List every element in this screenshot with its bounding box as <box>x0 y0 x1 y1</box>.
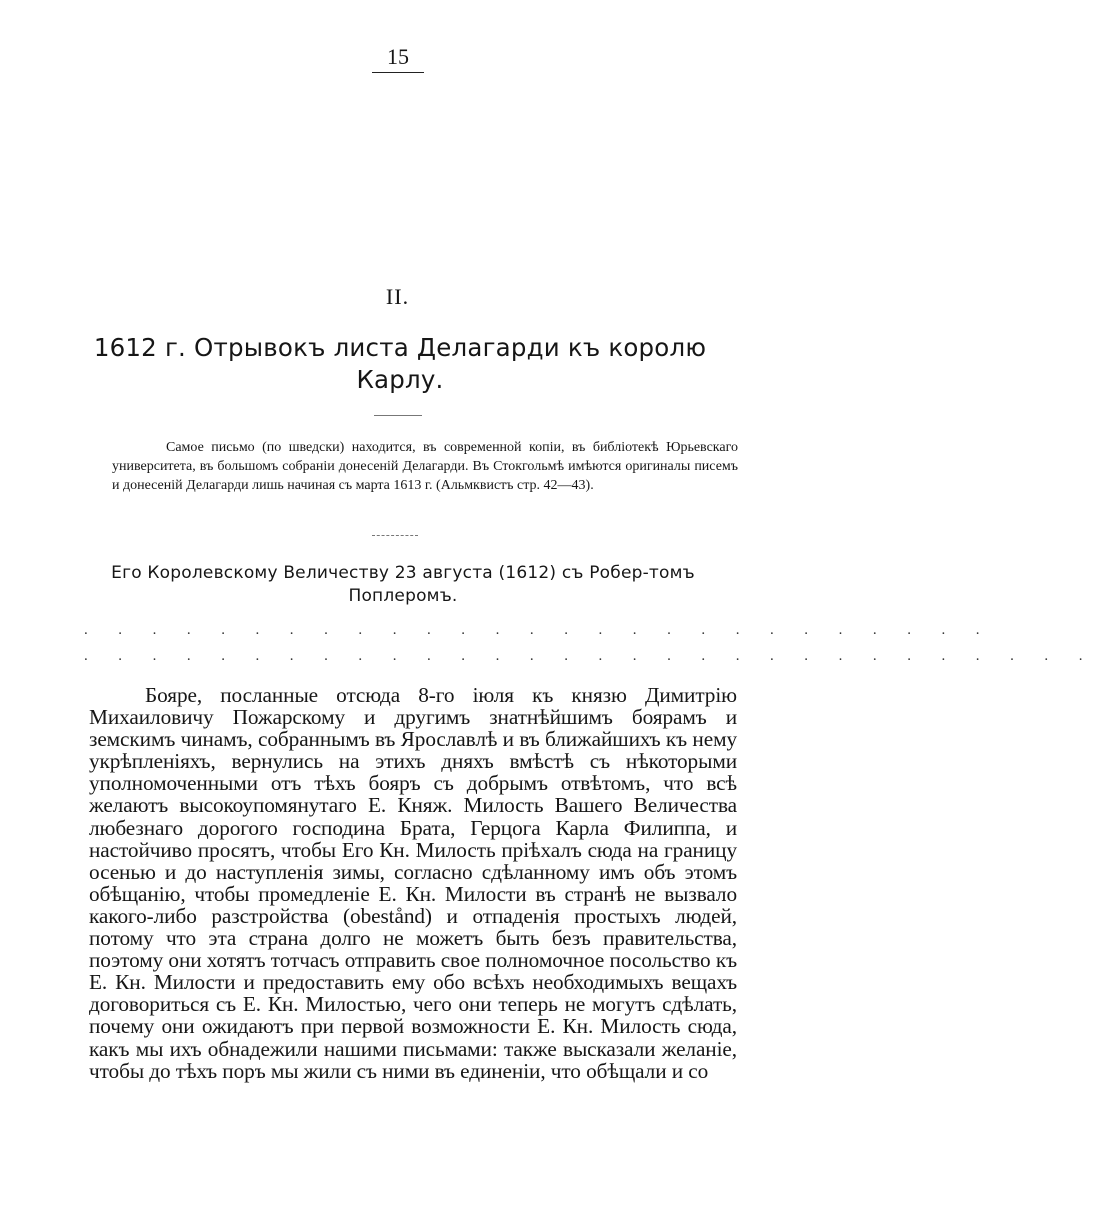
title-divider <box>374 415 422 416</box>
section-number: II. <box>385 284 410 309</box>
page-number: 15 <box>387 44 409 69</box>
letter-body-text: Бояре, посланные отсюда 8-го іюля къ князю Димитрію Михаиловичу Пожарскому и другимъ знатнѣйшимъ боярамъ и земскимъ чинамъ, собраннымъ въ Ярославлѣ и въ ближайшихъ къ нему укрѣпленіяхъ, вернулись на этихъ дняхъ вмѣстѣ съ нѣкоторыми уполномоченными отъ тѣхъ бояръ съ добрымъ отвѣтомъ, что всѣ желаютъ высокоупомянутаго Е. Княж. Милость Вашего Величества любезнаго дорогого господина Брата, Герцога Карла Филиппа, и настойчиво просятъ, чтобы Его Кн. Милость пріѣхалъ сюда на границу осенью и до наступленія зимы, согласно сдѣланному имъ объ этомъ обѣщанію, чтобы промедленіе Е. Кн. Милости въ странѣ не вызвало какого-либо разстройства (obestånd) и отпаденія простыхъ людей, потому что эта страна долго не можетъ быть безъ правительства, поэтому они хотятъ тотчасъ отправить свое полномочное посольство къ Е. Кн. Милости и предоставить ему обо всѣхъ необходимыхъ вещахъ договориться съ Е. Кн. Милостью, чего они теперь не могутъ сдѣлать, почему они ожидаютъ при первой возможности Е. Кн. Милость сюда, какъ мы ихъ обнадежили нашими письмами: также высказали желаніе, чтобы до тѣхъ поръ мы жили съ ними въ единеніи, что обѣщали и со <box>89 683 737 1083</box>
editorial-note: Самое письмо (по шведски) находится, въ современной копіи, въ библіотекѣ Юрьевскаго университета, въ большомъ собраніи донесеній Делагарди. Въ Стокгольмѣ имѣются оригиналы писемъ и донесеній Делагарди лишь начиная съ марта 1613 г. (Альмквистъ стр. 42—43). <box>112 440 738 493</box>
letter-heading: Его Королевскому Величеству 23 августа (1612) съ Робер-томъ Поплеромъ. <box>111 563 695 606</box>
omission-dots-line-2: . . . . . . . . . . . . . . . . . . . . . . . . . . . . . . <box>84 648 1096 664</box>
page-number-underline <box>372 72 424 73</box>
note-divider <box>372 535 418 536</box>
omission-dots-line-1: . . . . . . . . . . . . . . . . . . . . . . . . . . . <box>84 622 993 638</box>
document-title: 1612 г. Отрывокъ листа Делагарди къ королю Карлу. <box>93 333 707 394</box>
